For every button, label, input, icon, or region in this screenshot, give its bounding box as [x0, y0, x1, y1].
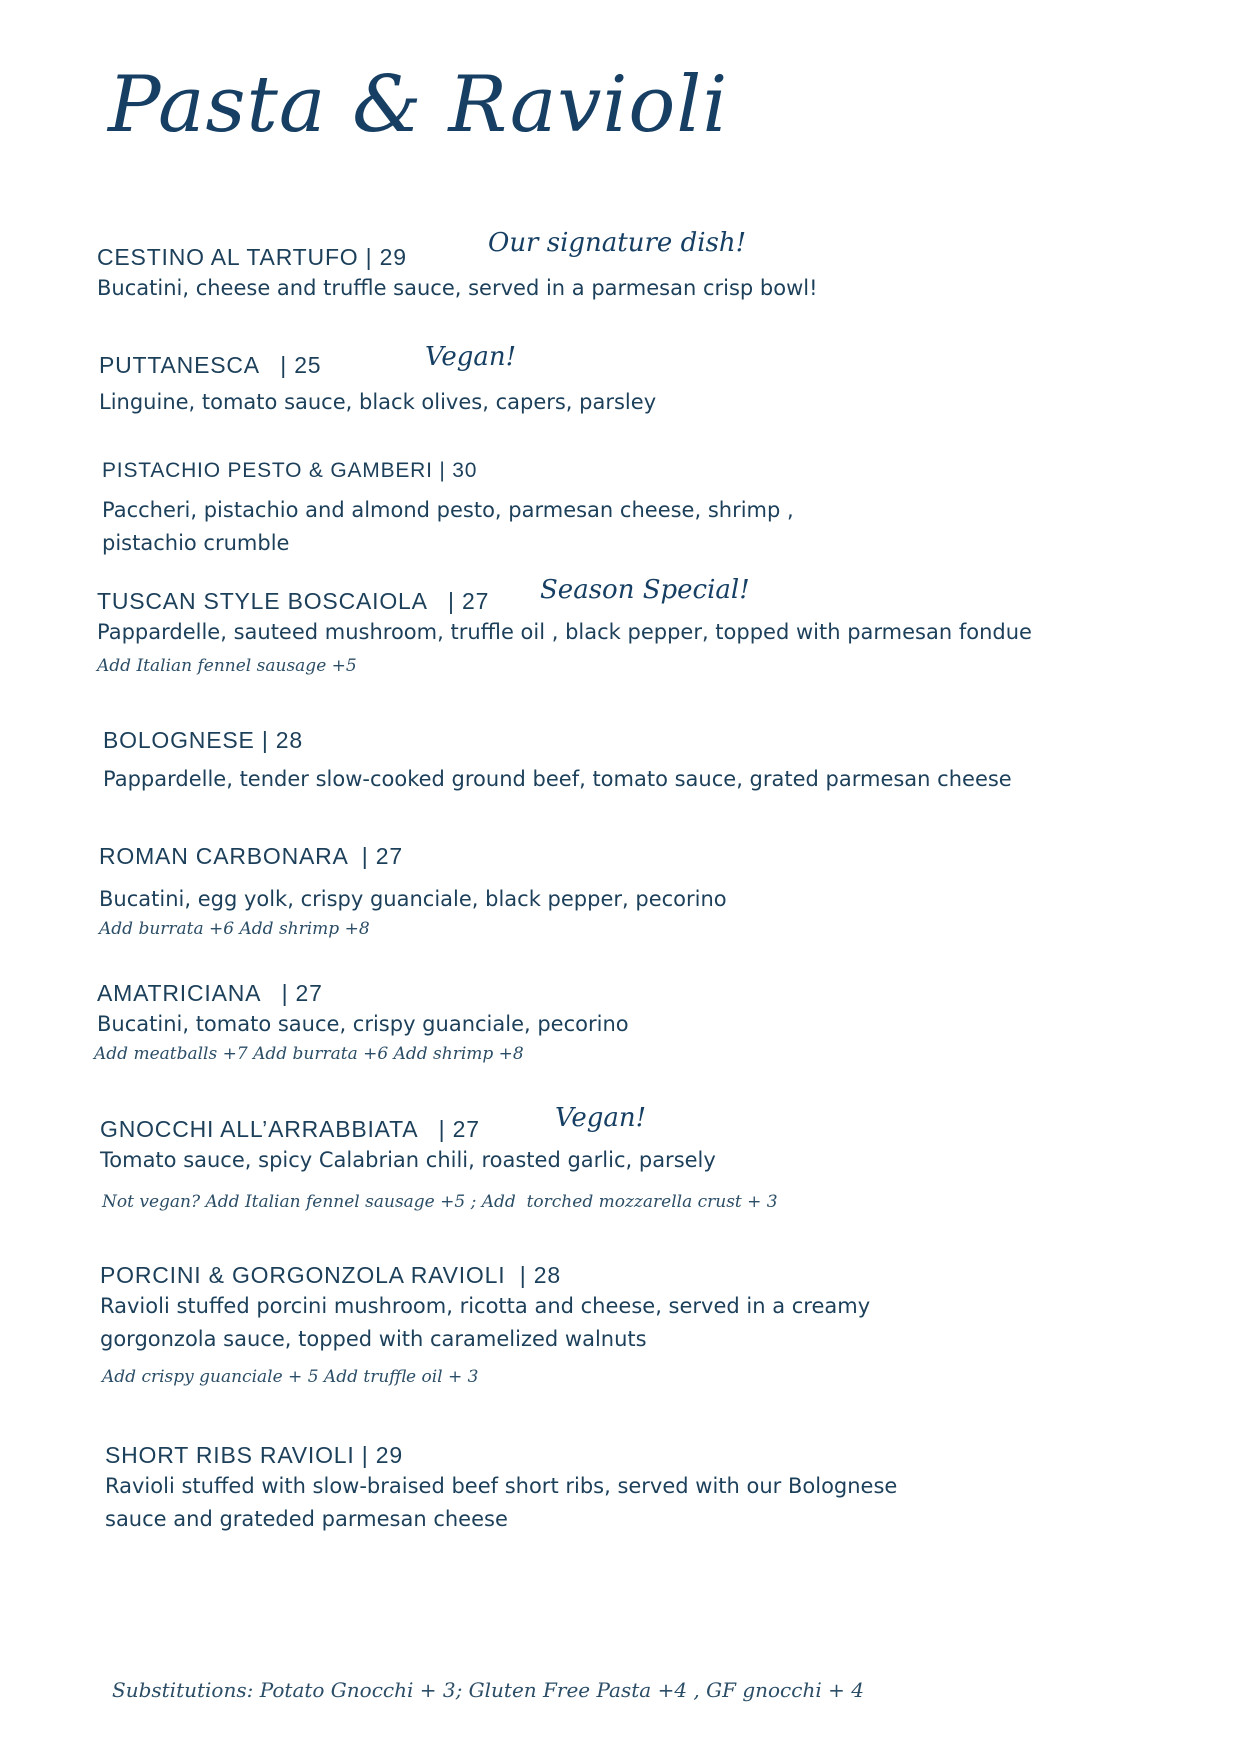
- item-description: Tomato sauce, spicy Calabrian chili, roasted garlic, parsely: [100, 1148, 716, 1172]
- menu-item-carbonara: [99, 841, 727, 942]
- item-description: Bucatini, egg yolk, crispy guanciale, black pepper, pecorino: [99, 887, 727, 911]
- item-description: Bucatini, cheese and truffle sauce, served in a parmesan crisp bowl!: [97, 276, 818, 300]
- menu-item-amatriciana: [94, 978, 629, 1067]
- item-addon: Add crispy guanciale + 5 Add truffle oil + 3: [102, 1367, 479, 1387]
- item-description: Ravioli stuffed porcini mushroom, ricotta and cheese, served in a creamy gorgonzola sauce, topped with caramelized walnuts: [100, 1294, 884, 1351]
- item-addon: Add burrata +6 Add shrimp +8: [99, 919, 370, 939]
- item-name: PORCINI & GORGONZOLA RAVIOLI | 28: [100, 1262, 561, 1288]
- menu-item-short-ribs-ravioli: [105, 1440, 965, 1536]
- item-name: AMATRICIANA | 27: [97, 980, 323, 1006]
- item-description: Bucatini, tomato sauce, crispy guanciale, pecorino: [97, 1012, 629, 1036]
- menu-item-pistachio-pesto: [102, 456, 892, 560]
- season-special-note: Season Special!: [540, 575, 750, 605]
- item-addon: Add Italian fennel sausage +5: [97, 656, 357, 676]
- page-title: Pasta & Ravioli: [108, 60, 729, 150]
- item-description: Ravioli stuffed with slow-braised beef short ribs, served with our Bolognese sauce and grateded parmesan cheese: [105, 1474, 898, 1531]
- menu-item-bolognese: [103, 725, 1012, 796]
- item-name: BOLOGNESE | 28: [103, 727, 303, 753]
- item-description: Pappardelle, tender slow-cooked ground beef, tomato sauce, grated parmesan cheese: [103, 767, 1012, 791]
- menu-item-gnocchi-arrabbiata: [100, 1114, 778, 1215]
- item-description: Pappardelle, sauteed mushroom, truffle oil , black pepper, topped with parmesan fondue: [97, 620, 1032, 644]
- menu-item-puttanesca: [99, 350, 656, 419]
- item-name: SHORT RIBS RAVIOLI | 29: [105, 1442, 403, 1468]
- item-name: ROMAN CARBONARA | 27: [99, 843, 403, 869]
- item-addon: Add meatballs +7 Add burrata +6 Add shrimp +8: [94, 1044, 524, 1064]
- item-name: TUSCAN STYLE BOSCAIOLA | 27: [97, 588, 490, 614]
- vegan-note: Vegan!: [425, 342, 517, 372]
- signature-note: Our signature dish!: [488, 228, 747, 258]
- vegan-note: Vegan!: [555, 1103, 647, 1133]
- item-addon: Not vegan? Add Italian fennel sausage +5 ; Add torched mozzarella crust + 3: [102, 1192, 778, 1212]
- item-name: GNOCCHI ALL’ARRABBIATA | 27: [100, 1116, 480, 1142]
- menu-item-porcini-ravioli: [100, 1260, 960, 1390]
- item-name: CESTINO AL TARTUFO | 29: [97, 244, 407, 270]
- item-name: PISTACHIO PESTO & GAMBERI | 30: [102, 459, 478, 482]
- substitutions-note: Substitutions: Potato Gnocchi + 3; Gluten Free Pasta +4 , GF gnocchi + 4: [112, 1678, 864, 1702]
- item-description: Linguine, tomato sauce, black olives, capers, parsley: [99, 390, 657, 414]
- item-description: Paccheri, pistachio and almond pesto, parmesan cheese, shrimp , pistachio crumble: [102, 498, 794, 555]
- item-name: PUTTANESCA | 25: [99, 352, 322, 378]
